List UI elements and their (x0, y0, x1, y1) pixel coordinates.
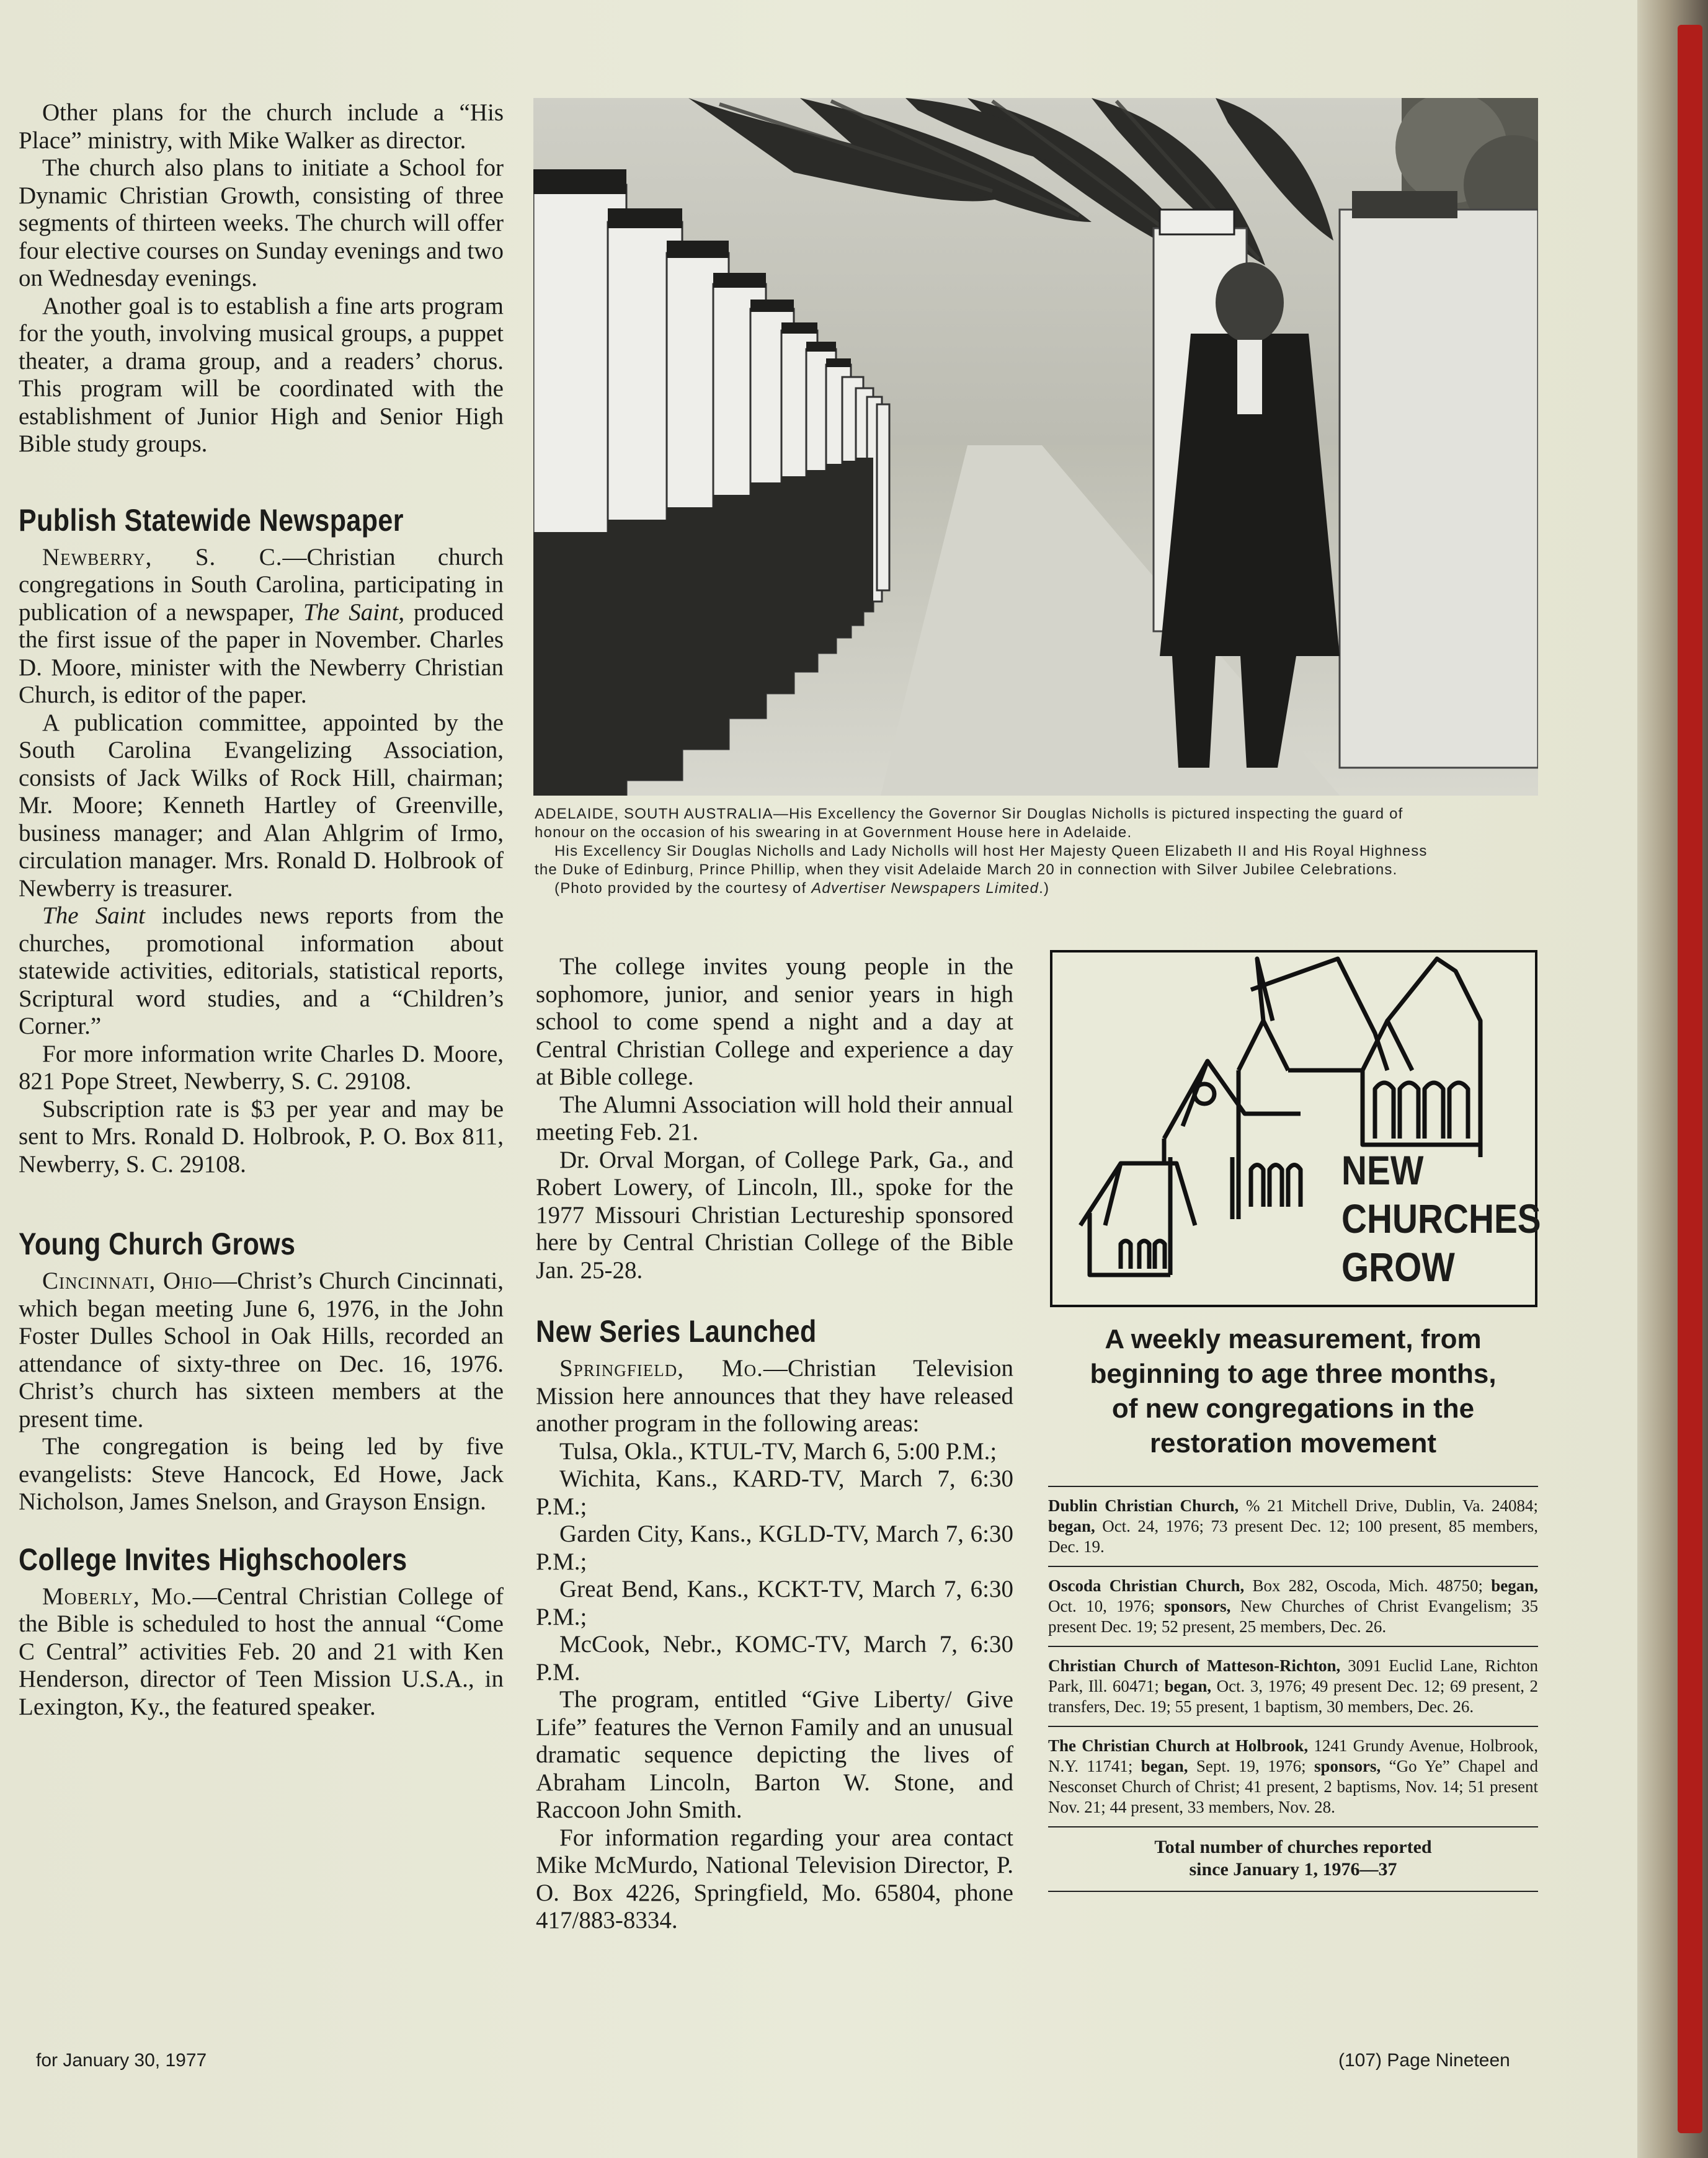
newspaper-title: The Saint, (303, 598, 405, 626)
intro-paragraph-2: The church also plans to initiate a School for Dynamic Christian Growth, consisting of three segments of thirteen weeks. The church will offer four elective courses on Sunday evenings and two on Wednesday evenings. (19, 154, 504, 291)
caption-line-2: honour on the occasion of his swearing in at Government House here in Adelaide. (535, 824, 1132, 841)
tagline-line-2: beginning to age three months, (1090, 1359, 1497, 1389)
photo-illustration (533, 98, 1538, 796)
young-church-paragraph-2: The congregation is being led by five evangelists: Steve Hancock, Ed Howe, Jack Nicholson, James Snelson, and Grayson Ensign. (19, 1433, 504, 1515)
newspaper-paragraph-3: The Saint includes news reports from the churches, promotional information about statewide activities, editorials, statistical reports, Scriptural word studies, and a “Children’s Corner.” (19, 902, 504, 1039)
intro-paragraph-1: Other plans for the church include a “His Place” ministry, with Mike Walker as director. (19, 99, 504, 154)
caption-line-1: ADELAIDE, SOUTH AUSTRALIA—His Excellency the Governor Sir Douglas Nicholls is pictured inspecting the guard of (535, 806, 1403, 822)
tagline-line-4: restoration movement (1149, 1428, 1437, 1459)
caption-line-5: (Photo provided by the courtesy of Advertiser Newspapers Limited.) (554, 880, 1050, 897)
heading-statewide-newspaper: Publish Statewide Newspaper (19, 502, 404, 538)
caption-line-4: the Duke of Edinburg, Prince Phillip, when they visit Adelaide March 20 in connection with Silver Jubilee Celebrations. (535, 861, 1398, 878)
newspaper-paragraph-1: Newberry, S. C.—Christian church congregations in South Carolina, participating in publication of a newspaper, The Saint, produced the first issue of the paper in November. Charles D. Moore, minister with the Newberry Christian Church, is editor of the paper. (19, 543, 504, 708)
caption-line-3: His Excellency Sir Douglas Nicholls and Lady Nicholls will host Her Majesty Queen Elizabeth II and His Royal Highness (554, 843, 1428, 859)
series-paragraph-3: For information regarding your area contact Mike McMurdo, National Television Director, P. O. Box 4226, Springfield, Mo. 65804, phone 417/883-8334. (536, 1824, 1013, 1934)
church-entry-holbrook: The Christian Church at Holbrook, 1241 Grundy Avenue, Holbrook, N.Y. 11741; began, Sept. 19, 1976; sponsors, “Go Ye” Chapel and Nesconset Church of Christ; 41 present, 2 baptisms, Nov. 14; 51 present Nov. 21; 44 present, 33 members, Nov. 28. (1048, 1736, 1538, 1816)
college-continued-paragraph-2: The Alumni Association will hold their annual meeting Feb. 21. (536, 1091, 1013, 1145)
tagline-line-3: of new congregations in the (1111, 1393, 1475, 1424)
logo-line-churches: CHURCHES (1341, 1196, 1541, 1241)
church-entry-dublin: Dublin Christian Church, % 21 Mitchell Drive, Dublin, Va. 24084; began, Oct. 24, 1976; 73 present Dec. 12; 100 present, 85 members, Dec. 19. (1048, 1496, 1539, 1556)
photo-caption (535, 805, 1539, 898)
logo-wordmark (1341, 1146, 1541, 1291)
newspaper-paragraph-4: For more information write Charles D. Moore, 821 Pope Street, Newberry, S. C. 29108. (19, 1040, 504, 1095)
series-paragraph-2: The program, entitled “Give Liberty/ Give Life” features the Vernon Family and an unusual dramatic sequence depicting the lives of Abraham Lincoln, Barton W. Stone, and Raccoon John Smith. (536, 1686, 1013, 1823)
young-church-paragraph-1: Cincinnati, Ohio—Christ’s Church Cincinnati, which began meeting June 6, 1976, in the John Foster Dulles School in Oak Hills, recorded an attendance of sixty-three on Dec. 16, 1976. Christ’s church has sixteen members at the present time. (19, 1268, 504, 1432)
series-area-4: Great Bend, Kans., KCKT-TV, March 7, 6:30 P.M.; (536, 1576, 1013, 1630)
newspaper-paragraph-5: Subscription rate is $3 per year and may be sent to Mrs. Ronald D. Holbrook, P. O. Box 811, Newberry, S. C. 29108. (19, 1095, 504, 1178)
heading-young-church: Young Church Grows (19, 1227, 296, 1261)
series-paragraph-1: Springfield, Mo.—Christian Television Mission here announces that they have released another program in the following areas: (536, 1355, 1013, 1437)
total-churches: Total number of churches reported since January 1, 1976—37 (1154, 1837, 1432, 1880)
heading-new-series: New Series Launched (536, 1314, 817, 1349)
college-continued-paragraph-3: Dr. Orval Morgan, of College Park, Ga., and Robert Lowery, of Lincoln, Ill., spoke for the 1977 Missouri Christian Lectureship sponsored here by Central Christian College of the Bible Jan. 25-28. (536, 1146, 1013, 1284)
footer-page-number: (107) Page Nineteen (1338, 2050, 1510, 2071)
footer-date: for January 30, 1977 (36, 2050, 207, 2071)
heading-college-invites: College Invites Highschoolers (19, 1542, 407, 1577)
newspaper-paragraph-2: A publication committee, appointed by the South Carolina Evangelizing Association, consists of Jack Wilks of Rock Hill, chairman; Mr. Moore; Kenneth Hartley of Greenville, business manager; and Alan Ahlgrim of Irmo, circulation manager. Mrs. Ronald D. Holbrook of Newberry is treasurer. (19, 709, 504, 902)
column-left (19, 99, 504, 1721)
college-continued-paragraph-1: The college invites young people in the sophomore, junior, and senior years in high school to come spend a night and a day at Central Christian College and experience a day at Bible college. (536, 953, 1013, 1090)
column-middle (536, 953, 1013, 1935)
college-paragraph-1: Moberly, Mo.—Central Christian College of the Bible is scheduled to host the annual “Come C Central” activities Feb. 20 and 21 with Ken Henderson, director of Teen Mission U.S.A., in Lexington, Ky., the featured speaker. (19, 1583, 504, 1720)
photo-guard-inspection (533, 98, 1538, 796)
church-entry-matteson-richton: Christian Church of Matteson-Richton, 3091 Euclid Lane, Richton Park, Ill. 60471; began, Oct. 3, 1976; 49 present Dec. 12; 69 present, 2 transfers, Dec. 19; 55 present, 1 baptism, 30 members, Dec. 26. (1048, 1656, 1538, 1716)
new-churches-grow-logo (1050, 950, 1541, 1307)
logo-line-new: NEW (1341, 1147, 1424, 1193)
church-entry-oscoda: Oscoda Christian Church, Box 282, Oscoda, Mich. 48750; began, Oct. 10, 1976; sponsors, New Churches of Christ Evangelism; 35 present Dec. 19; 52 present, 25 members, Dec. 26. (1048, 1576, 1538, 1636)
series-area-3: Garden City, Kans., KGLD-TV, March 7, 6:30 P.M.; (536, 1521, 1013, 1575)
logo-line-grow: GROW (1341, 1244, 1455, 1290)
series-area-5: McCook, Nebr., KOMC-TV, March 7, 6:30 P.M. (536, 1631, 1013, 1685)
dateline-newberry: Newberry, S. C. (42, 543, 283, 571)
page-edge-red (1678, 25, 1702, 2133)
logo-tagline (1030, 1322, 1557, 1461)
divider (1048, 1891, 1538, 1892)
series-area-2: Wichita, Kans., KARD-TV, March 7, 6:30 P.M.; (536, 1465, 1013, 1520)
tagline-line-1: A weekly measurement, from (1105, 1324, 1482, 1354)
new-churches-list (1048, 1486, 1538, 1892)
intro-paragraph-3: Another goal is to establish a fine arts program for the youth, involving musical groups, a puppet theater, a drama group, and a readers’ chorus. This program will be coordinated with the establishment of Junior High and Senior High Bible study groups. (19, 292, 504, 457)
series-area-1: Tulsa, Okla., KTUL-TV, March 6, 5:00 P.M.; (559, 1437, 997, 1465)
